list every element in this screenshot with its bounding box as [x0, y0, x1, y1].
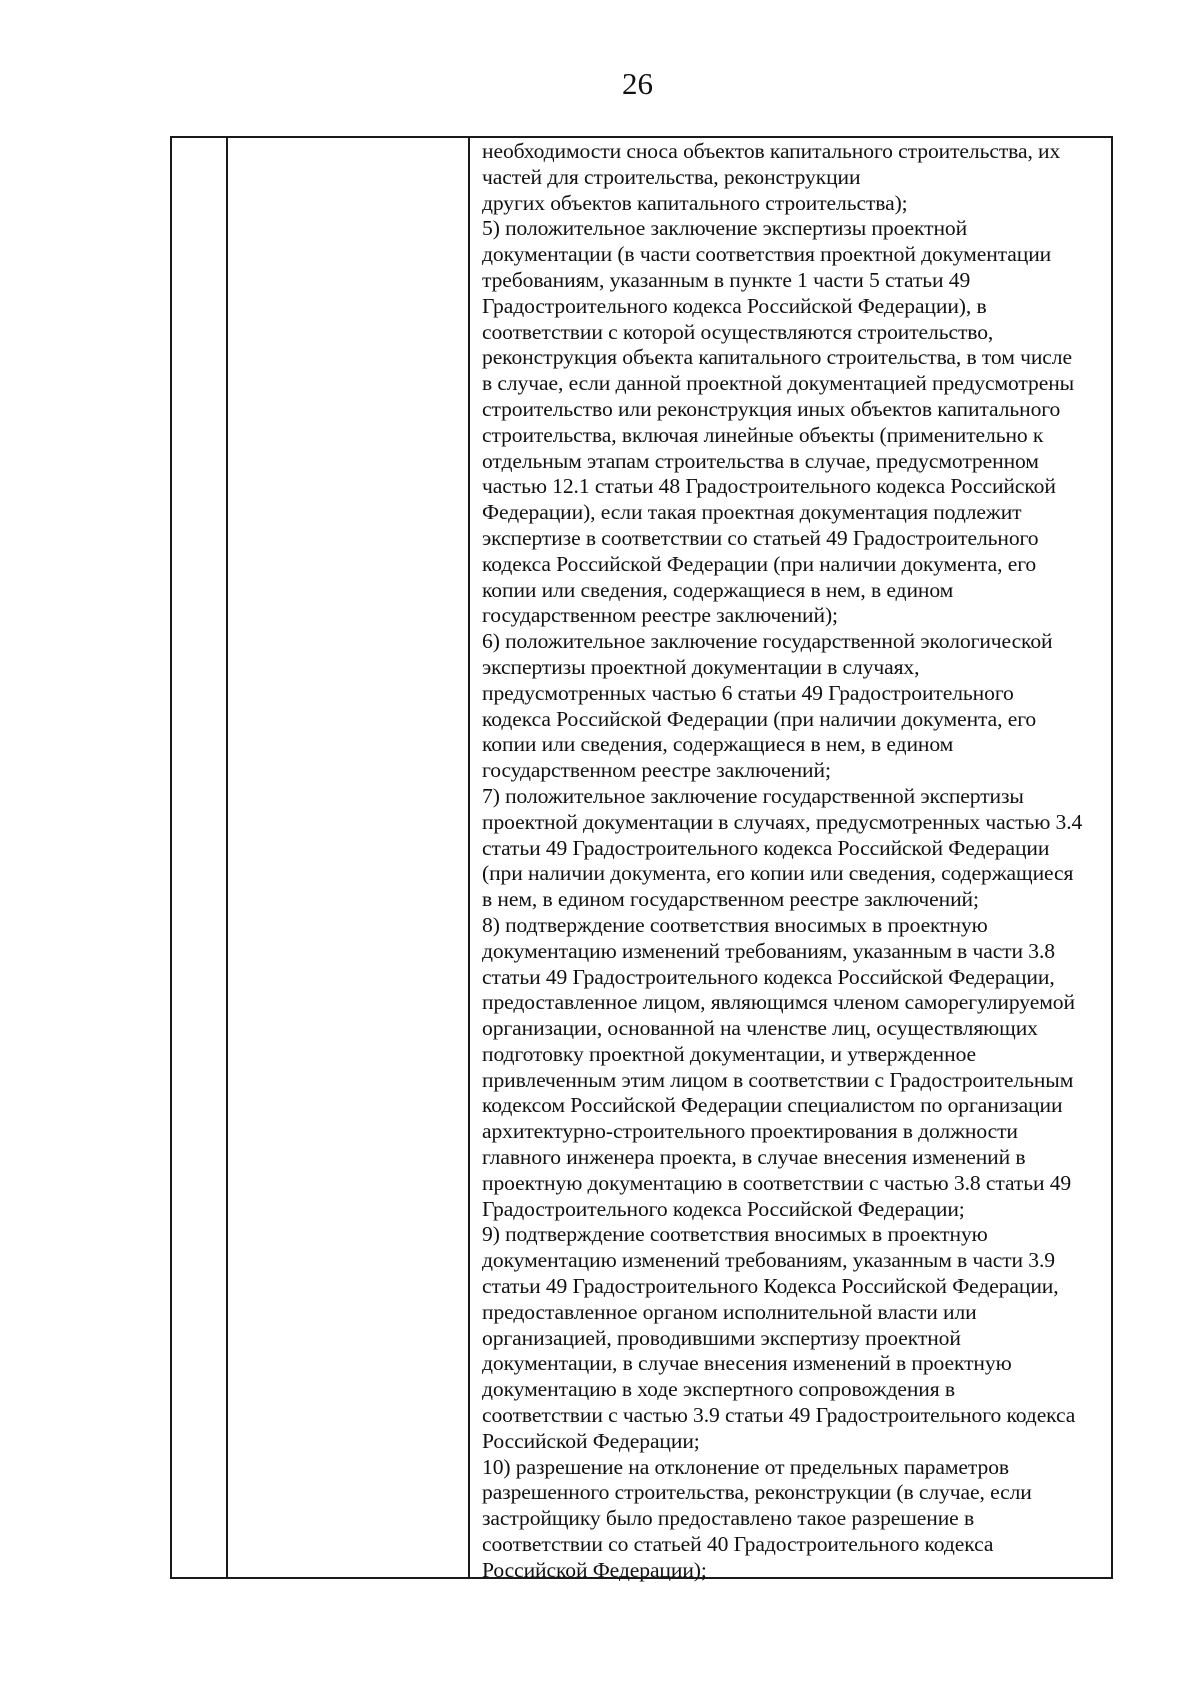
- table-content-cell: [482, 138, 1112, 1582]
- text-line: в нем, в едином государственном реестре заключений;: [482, 887, 979, 912]
- text-line: экспертизе в соответствии со статьей 49 Градостроительного: [482, 525, 1039, 550]
- text-line: (при наличии документа, его копии или сведения, содержащиеся: [482, 861, 1074, 886]
- text-line: копии или сведения, содержащиеся в нем, в едином: [482, 732, 954, 757]
- text-line: проектную документацию в соответствии с частью 3.8 статьи 49: [482, 1170, 1072, 1195]
- table-column-divider: [226, 138, 228, 1577]
- text-line: 5) положительное заключение экспертизы проектной: [482, 216, 968, 241]
- text-line: частей для строительства, реконструкции: [482, 164, 861, 189]
- text-line: Федерации), если такая проектная документация подлежит: [482, 500, 1022, 525]
- text-line: копии или сведения, содержащиеся в нем, в едином: [482, 577, 954, 602]
- document-table: [170, 136, 1113, 1582]
- text-line: документации, в случае внесения изменений в проектную: [482, 1351, 1012, 1376]
- text-line: Градостроительного кодекса Российской Федерации;: [482, 1196, 965, 1221]
- text-line: организацией, проводившими экспертизу проектной: [482, 1325, 961, 1350]
- text-line: проектной документации в случаях, предусмотренных частью 3.4: [482, 809, 1083, 834]
- text-line: 8) подтверждение соответствия вносимых в проектную: [482, 912, 988, 937]
- text-line: соответствии с которой осуществляются строительство,: [482, 319, 994, 344]
- text-line: застройщику было предоставлено такое разрешение в: [482, 1506, 975, 1531]
- text-line: разрешенного строительства, реконструкции (в случае, если: [482, 1480, 1032, 1505]
- text-line: организации, основанной на членстве лиц, осуществляющих: [482, 1016, 1038, 1041]
- text-line: государственном реестре заключений;: [482, 758, 831, 783]
- text-line: документацию изменений требованиям, указанным в части 3.8: [482, 938, 1055, 963]
- text-line: 10) разрешение на отклонение от предельных параметров: [482, 1454, 1009, 1479]
- page-number: 26: [622, 66, 653, 101]
- text-line: привлеченным этим лицом в соответствии с Градостроительным: [482, 1067, 1074, 1092]
- table-column-divider: [468, 138, 470, 1577]
- text-line: кодекса Российской Федерации (при наличии документа, его: [482, 706, 1037, 731]
- text-line: 9) подтверждение соответствия вносимых в проектную: [482, 1222, 988, 1247]
- text-line: подготовку проектной документации, и утвержденное: [482, 1041, 977, 1066]
- text-line: кодексом Российской Федерации специалистом по организации: [482, 1093, 1063, 1118]
- text-line: статьи 49 Градостроительного кодекса Российской Федерации: [482, 835, 1050, 860]
- text-line: Российской Федерации;: [482, 1428, 700, 1453]
- text-line: предоставленное лицом, являющимся членом саморегулируемой: [482, 990, 1075, 1015]
- text-line: реконструкция объекта капитального строительства, в том числе: [482, 345, 1072, 370]
- text-line: Российской Федерации);: [482, 1557, 707, 1582]
- text-line: строительства, включая линейные объекты (применительно к: [482, 422, 1044, 447]
- text-line: документации (в части соответствия проектной документации: [482, 242, 1052, 267]
- text-line: в случае, если данной проектной документацией предусмотрены: [482, 371, 1075, 396]
- text-line: соответствии со статьей 40 Градостроительного кодекса: [482, 1532, 994, 1557]
- text-line: статьи 49 Градостроительного Кодекса Российской Федерации,: [482, 1274, 1059, 1299]
- text-line: статьи 49 Градостроительного кодекса Российской Федерации,: [482, 964, 1055, 989]
- text-line: строительство или реконструкция иных объектов капитального: [482, 396, 1061, 421]
- text-line: отдельным этапам строительства в случае, предусмотренном: [482, 448, 1039, 473]
- text-line: главного инженера проекта, в случае внесения изменений в: [482, 1145, 1026, 1170]
- text-line: государственном реестре заключений);: [482, 603, 838, 628]
- text-line: соответствии с частью 3.9 статьи 49 Градостроительного кодекса: [482, 1403, 1076, 1428]
- text-line: экспертизы проектной документации в случаях,: [482, 654, 920, 679]
- text-line: архитектурно-строительного проектирования в должности: [482, 1119, 1018, 1144]
- text-line: 6) положительное заключение государственной экологической: [482, 629, 1053, 654]
- text-line: частью 12.1 статьи 48 Градостроительного кодекса Российской: [482, 474, 1056, 499]
- text-line: кодекса Российской Федерации (при наличии документа, его: [482, 551, 1037, 576]
- text-line: предусмотренных частью 6 статьи 49 Градостроительного: [482, 680, 1014, 705]
- text-line: других объектов капитального строительства);: [482, 190, 908, 215]
- text-line: Градостроительного кодекса Российской Федерации), в: [482, 293, 987, 318]
- text-line: требованиям, указанным в пункте 1 части 5 статьи 49: [482, 267, 971, 292]
- text-line: необходимости сноса объектов капитального строительства, их: [482, 139, 1061, 163]
- text-line: документацию в ходе экспертного сопровождения в: [482, 1377, 955, 1402]
- text-line: 7) положительное заключение государственной экспертизы: [482, 783, 1024, 808]
- text-line: документацию изменений требованиям, указанным в части 3.9: [482, 1248, 1055, 1273]
- text-line: предоставленное органом исполнительной власти или: [482, 1299, 977, 1324]
